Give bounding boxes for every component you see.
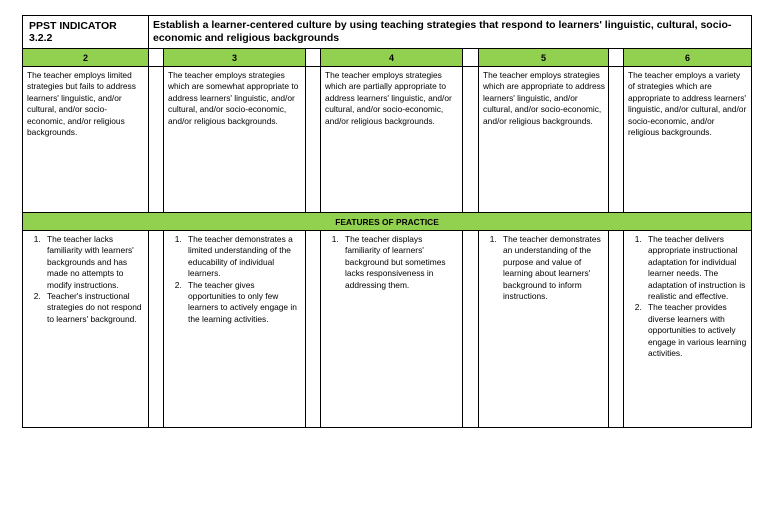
- feature-item: 1. The teacher displays familiarity of learners' background but sometimes lacks responsiveness in addressing them.: [341, 234, 459, 291]
- features-level-3: [164, 231, 306, 428]
- level-header-2: 2: [23, 49, 149, 67]
- column-gap: [463, 67, 479, 213]
- level-header-5: 5: [479, 49, 609, 67]
- column-gap: [463, 231, 479, 428]
- column-gap: [609, 49, 624, 67]
- column-gap: [149, 67, 164, 213]
- column-gap: [149, 49, 164, 67]
- features-level-4: [321, 231, 463, 428]
- features-level-2: [23, 231, 149, 428]
- level-header-3: 3: [164, 49, 306, 67]
- features-of-practice-title: FEATURES OF PRACTICE: [23, 213, 752, 231]
- indicator-row: [23, 16, 752, 49]
- feature-item: 2. The teacher gives opportunities to only few learners to actively engage in the learning activities.: [184, 280, 302, 326]
- features-level-6: [624, 231, 752, 428]
- descriptor-level-3: The teacher employs strategies which are somewhat appropriate to address learners' linguistic, and/or cultural, and/or socio-economic, and/or religious backgrounds.: [164, 67, 306, 213]
- level-header-row: [23, 49, 752, 67]
- feature-item: 2. The teacher provides diverse learners with opportunities to actively engage in various learning activities.: [644, 302, 748, 359]
- feature-item: 1. The teacher demonstrates a limited understanding of the educability of individual learners.: [184, 234, 302, 280]
- descriptor-level-5: The teacher employs strategies which are appropriate to address learners' linguistic, and/or cultural, and/or socio-economic, and/or religious backgrounds.: [479, 67, 609, 213]
- feature-item: 1. The teacher demonstrates an understanding of the purpose and value of learning about learners' background to inform instructions.: [499, 234, 605, 302]
- ppst-rubric-table: [22, 15, 752, 428]
- descriptor-row: [23, 67, 752, 213]
- column-gap: [609, 231, 624, 428]
- column-gap: [149, 231, 164, 428]
- descriptor-level-6: The teacher employs a variety of strategies which are appropriate to address learners' linguistic, and/or cultural, and/or socio-economic, and/or religious backgrounds.: [624, 67, 752, 213]
- indicator-code: PPST INDICATOR 3.2.2: [23, 16, 149, 49]
- column-gap: [306, 231, 321, 428]
- descriptor-level-2: The teacher employs limited strategies but fails to address learners' linguistic, and/or cultural, and/or socio-economic, and/or religious backgrounds.: [23, 67, 149, 213]
- level-header-6: 6: [624, 49, 752, 67]
- column-gap: [306, 67, 321, 213]
- column-gap: [463, 49, 479, 67]
- features-level-5: [479, 231, 609, 428]
- level-header-4: 4: [321, 49, 463, 67]
- features-header-row: [23, 213, 752, 231]
- feature-item: 1. The teacher lacks familiarity with learners' backgrounds and has made no attempts to modify instructions.: [43, 234, 145, 291]
- features-row: [23, 231, 752, 428]
- descriptor-level-4: The teacher employs strategies which are partially appropriate to address learners' linguistic, and/or cultural, and/or socio-economic, and/or religious backgrounds.: [321, 67, 463, 213]
- feature-item: 1. The teacher delivers appropriate instructional adaptation for individual learner needs. The adaptation of instruction is realistic and effective.: [644, 234, 748, 302]
- column-gap: [306, 49, 321, 67]
- feature-item: 2. Teacher's instructional strategies do not respond to learners' background.: [43, 291, 145, 325]
- indicator-text: Establish a learner-centered culture by using teaching strategies that respond to learners' linguistic, cultural, socio-economic and religious backgrounds: [149, 16, 752, 49]
- column-gap: [609, 67, 624, 213]
